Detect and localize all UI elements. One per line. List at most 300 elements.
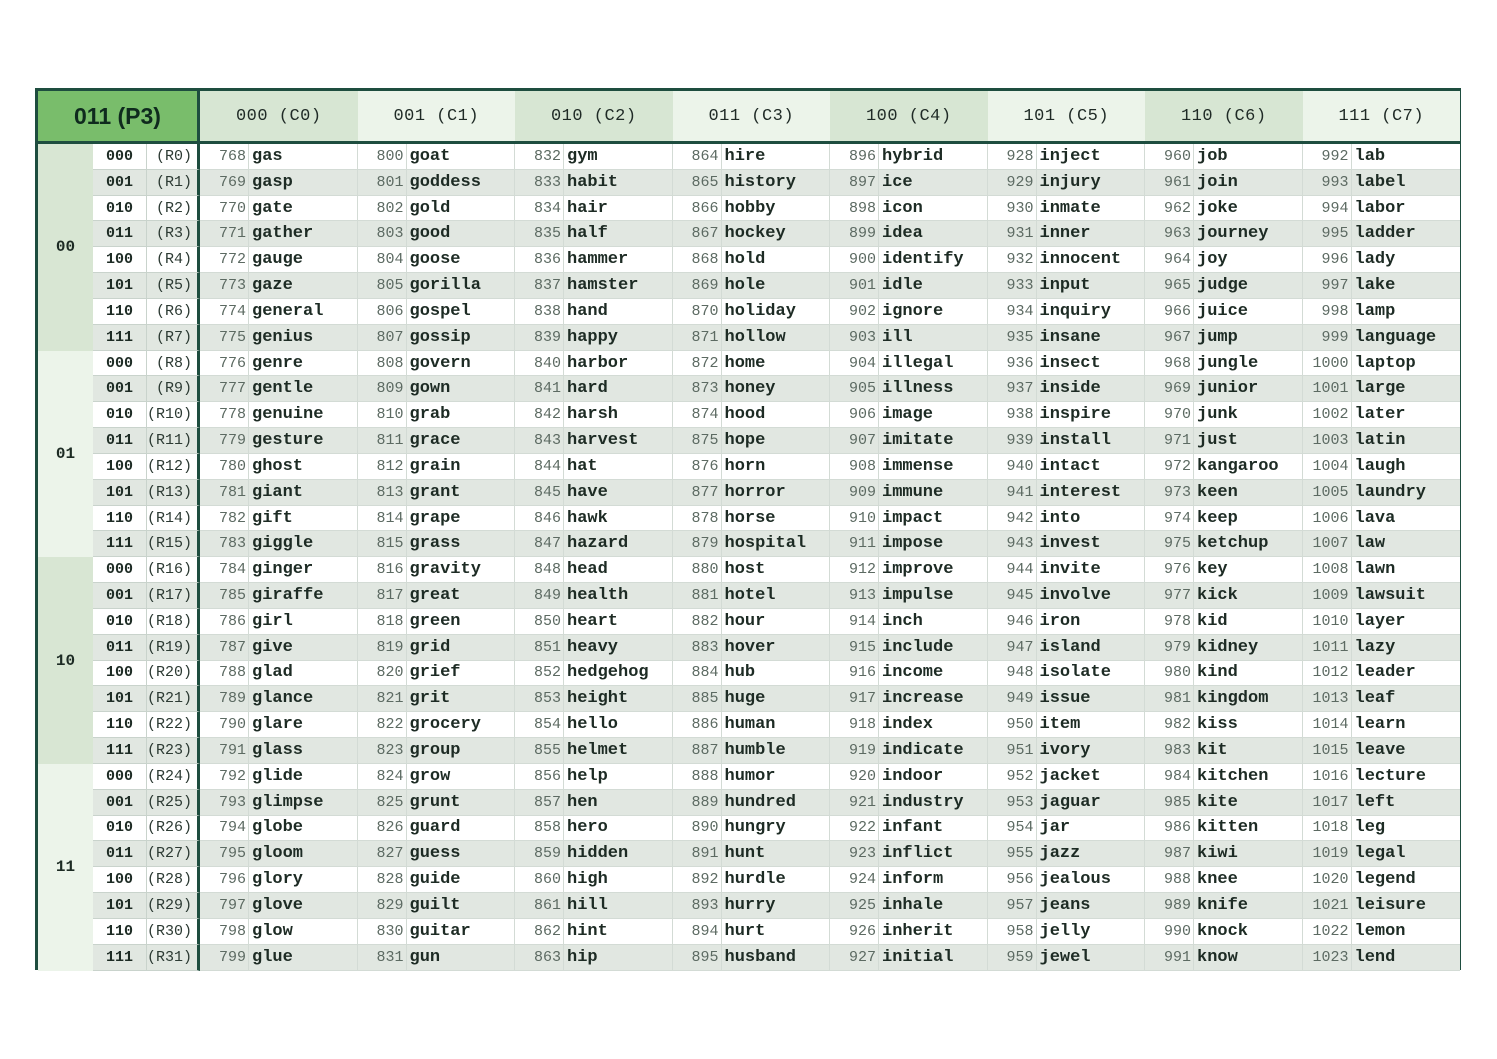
word-text: input bbox=[1039, 276, 1091, 296]
table-cell bbox=[515, 945, 673, 971]
word-text: kite bbox=[1197, 792, 1238, 812]
word-text: glass bbox=[252, 740, 304, 760]
table-cell bbox=[988, 170, 1146, 196]
table-cell bbox=[673, 712, 831, 738]
table-cell bbox=[830, 299, 988, 325]
table-cell bbox=[358, 790, 516, 816]
table-cell bbox=[830, 144, 988, 170]
word-index: 863 bbox=[515, 945, 564, 970]
table-cell bbox=[988, 790, 1146, 816]
table-cell bbox=[1145, 893, 1303, 919]
table-cell bbox=[988, 506, 1146, 532]
word-index: 965 bbox=[1145, 273, 1194, 298]
word-text: kangaroo bbox=[1197, 456, 1279, 476]
table-cell bbox=[1145, 325, 1303, 351]
row-label: (R13) bbox=[147, 480, 200, 506]
word-text: invite bbox=[1039, 560, 1101, 580]
word-text: leave bbox=[1354, 740, 1406, 760]
word-index: 975 bbox=[1145, 531, 1194, 556]
table-cell bbox=[830, 712, 988, 738]
table-cell bbox=[1145, 299, 1303, 325]
table-cell bbox=[1145, 196, 1303, 222]
word-text: holiday bbox=[724, 301, 796, 321]
word-text: hello bbox=[567, 715, 619, 735]
table-cell bbox=[200, 221, 358, 247]
word-index: 999 bbox=[1303, 325, 1352, 350]
word-index: 771 bbox=[200, 221, 249, 246]
table-cell bbox=[1303, 790, 1461, 816]
word-text: glow bbox=[252, 921, 293, 941]
table-cell bbox=[1303, 609, 1461, 635]
word-text: inject bbox=[1039, 146, 1101, 166]
table-cell bbox=[200, 170, 358, 196]
word-text: hamster bbox=[567, 276, 639, 296]
word-index: 867 bbox=[673, 221, 722, 246]
table-cell bbox=[1145, 790, 1303, 816]
table-cell bbox=[1303, 325, 1461, 351]
word-text: ladder bbox=[1354, 224, 1416, 244]
word-text: inch bbox=[882, 611, 923, 631]
row-bits: 110 bbox=[93, 299, 147, 325]
table-cell bbox=[200, 945, 358, 971]
table-cell bbox=[1145, 557, 1303, 583]
table-cell bbox=[673, 790, 831, 816]
word-text: hedgehog bbox=[567, 663, 649, 683]
row-label: (R25) bbox=[147, 790, 200, 816]
word-index: 799 bbox=[200, 945, 249, 970]
table-cell bbox=[515, 867, 673, 893]
table-cell bbox=[515, 635, 673, 661]
table-cell bbox=[988, 351, 1146, 377]
word-text: interest bbox=[1039, 482, 1122, 502]
word-index: 936 bbox=[988, 351, 1037, 376]
word-text: inherit bbox=[882, 921, 954, 941]
word-text: junior bbox=[1197, 379, 1259, 399]
word-index: 895 bbox=[673, 945, 722, 970]
word-index: 1008 bbox=[1303, 557, 1352, 582]
word-index: 926 bbox=[830, 919, 879, 944]
table-cell bbox=[515, 402, 673, 428]
table-cell bbox=[830, 170, 988, 196]
table-cell bbox=[1145, 635, 1303, 661]
word-text: high bbox=[567, 870, 608, 890]
word-text: horn bbox=[724, 456, 766, 476]
word-text: glue bbox=[252, 947, 293, 967]
table-cell bbox=[358, 351, 516, 377]
word-text: glove bbox=[252, 895, 304, 915]
row-label: (R22) bbox=[147, 712, 200, 738]
word-text: hover bbox=[724, 637, 776, 657]
word-index: 972 bbox=[1145, 454, 1194, 479]
word-text: lake bbox=[1354, 276, 1396, 296]
table-cell bbox=[988, 299, 1146, 325]
word-index: 807 bbox=[358, 325, 407, 350]
word-index: 967 bbox=[1145, 325, 1194, 350]
word-index: 885 bbox=[673, 686, 722, 711]
row-label: (R11) bbox=[147, 428, 200, 454]
table-cell bbox=[515, 454, 673, 480]
table-cell bbox=[200, 144, 358, 170]
word-index: 888 bbox=[673, 764, 722, 789]
word-index: 869 bbox=[673, 273, 722, 298]
word-index: 881 bbox=[673, 583, 722, 608]
table-cell bbox=[358, 506, 516, 532]
table-cell bbox=[358, 196, 516, 222]
word-text: gather bbox=[252, 224, 314, 244]
word-index: 891 bbox=[673, 841, 722, 866]
table-cell bbox=[1145, 247, 1303, 273]
table-cell bbox=[358, 738, 516, 764]
word-index: 769 bbox=[200, 170, 249, 195]
word-text: indoor bbox=[882, 766, 944, 786]
row-bits: 101 bbox=[93, 686, 147, 712]
word-index: 814 bbox=[358, 506, 407, 531]
word-index: 1012 bbox=[1303, 661, 1352, 686]
table-cell bbox=[988, 816, 1146, 842]
word-text: kit bbox=[1197, 740, 1228, 760]
word-text: hazard bbox=[567, 534, 629, 554]
table-cell bbox=[515, 144, 673, 170]
word-text: innocent bbox=[1039, 250, 1122, 270]
word-text: heavy bbox=[567, 637, 619, 657]
word-index: 1006 bbox=[1303, 506, 1352, 531]
row-label: (R15) bbox=[147, 531, 200, 557]
word-text: gas bbox=[252, 146, 283, 166]
word-index: 971 bbox=[1145, 428, 1194, 453]
word-index: 955 bbox=[988, 841, 1037, 866]
word-text: jacket bbox=[1039, 766, 1101, 786]
word-text: happy bbox=[567, 327, 619, 347]
table-cell bbox=[1145, 428, 1303, 454]
word-text: labor bbox=[1354, 198, 1406, 218]
word-index: 1003 bbox=[1303, 428, 1352, 453]
word-text: lava bbox=[1354, 508, 1396, 528]
table-cell bbox=[200, 919, 358, 945]
table-cell bbox=[673, 196, 831, 222]
word-index: 874 bbox=[673, 402, 722, 427]
table-cell bbox=[830, 221, 988, 247]
word-index: 859 bbox=[515, 841, 564, 866]
table-cell bbox=[673, 144, 831, 170]
word-index: 868 bbox=[673, 247, 722, 272]
table-cell bbox=[358, 402, 516, 428]
word-text: involve bbox=[1039, 585, 1111, 605]
word-text: glare bbox=[252, 715, 304, 735]
word-text: grow bbox=[409, 766, 451, 786]
row-bits: 001 bbox=[93, 170, 147, 196]
word-text: hidden bbox=[567, 844, 629, 864]
word-text: hub bbox=[724, 663, 756, 683]
word-text: laptop bbox=[1354, 353, 1416, 373]
word-text: lazy bbox=[1354, 637, 1396, 657]
row-label: (R16) bbox=[147, 557, 200, 583]
word-index: 846 bbox=[515, 506, 564, 531]
table-cell bbox=[1145, 376, 1303, 402]
word-text: initial bbox=[882, 947, 954, 967]
word-text: joy bbox=[1197, 250, 1228, 270]
word-index: 829 bbox=[358, 893, 407, 918]
word-text: key bbox=[1197, 560, 1228, 580]
word-text: illness bbox=[882, 379, 954, 399]
table-cell bbox=[988, 686, 1146, 712]
word-text: gorilla bbox=[409, 276, 481, 296]
word-index: 878 bbox=[673, 506, 722, 531]
word-text: lab bbox=[1354, 146, 1386, 166]
table-cell bbox=[200, 635, 358, 661]
word-index: 843 bbox=[515, 428, 564, 453]
word-index: 854 bbox=[515, 712, 564, 737]
table-cell bbox=[830, 816, 988, 842]
table-cell bbox=[1145, 661, 1303, 687]
table-cell bbox=[515, 841, 673, 867]
table-cell bbox=[200, 402, 358, 428]
word-text: infant bbox=[882, 818, 944, 838]
column-header: 110 (C6) bbox=[1145, 91, 1303, 144]
word-index: 802 bbox=[358, 196, 407, 221]
word-index: 857 bbox=[515, 790, 564, 815]
word-index: 942 bbox=[988, 506, 1037, 531]
table-cell bbox=[1303, 531, 1461, 557]
word-index: 850 bbox=[515, 609, 564, 634]
word-index: 1022 bbox=[1303, 919, 1352, 944]
word-text: grit bbox=[409, 689, 451, 709]
table-cell bbox=[988, 428, 1146, 454]
word-index: 930 bbox=[988, 196, 1037, 221]
table-cell bbox=[988, 531, 1146, 557]
word-index: 1018 bbox=[1303, 816, 1352, 841]
word-index: 839 bbox=[515, 325, 564, 350]
table-cell bbox=[673, 738, 831, 764]
word-index: 864 bbox=[673, 144, 722, 169]
word-index: 991 bbox=[1145, 945, 1194, 970]
word-index: 884 bbox=[673, 661, 722, 686]
word-index: 890 bbox=[673, 816, 722, 841]
word-index: 833 bbox=[515, 170, 564, 195]
word-text: harvest bbox=[567, 431, 639, 451]
word-index: 904 bbox=[830, 351, 879, 376]
word-index: 921 bbox=[830, 790, 879, 815]
word-text: gold bbox=[409, 198, 451, 218]
word-index: 992 bbox=[1303, 144, 1352, 169]
table-cell bbox=[673, 531, 831, 557]
word-index: 800 bbox=[358, 144, 407, 169]
table-cell bbox=[673, 376, 831, 402]
word-text: layer bbox=[1354, 611, 1406, 631]
table-cell bbox=[200, 661, 358, 687]
table-cell bbox=[1303, 170, 1461, 196]
word-text: kind bbox=[1197, 663, 1238, 683]
word-index: 1001 bbox=[1303, 376, 1352, 401]
word-index: 956 bbox=[988, 867, 1037, 892]
word-text: impose bbox=[882, 534, 944, 554]
column-header: 011 (C3) bbox=[673, 91, 831, 144]
word-text: genius bbox=[252, 327, 314, 347]
table-cell bbox=[515, 196, 673, 222]
word-text: hospital bbox=[724, 534, 807, 554]
table-cell bbox=[515, 480, 673, 506]
word-text: goddess bbox=[409, 172, 481, 192]
table-cell bbox=[988, 712, 1146, 738]
table-cell bbox=[830, 402, 988, 428]
table-cell bbox=[673, 247, 831, 273]
word-index: 959 bbox=[988, 945, 1037, 970]
table-cell bbox=[200, 738, 358, 764]
table-cell bbox=[988, 738, 1146, 764]
word-index: 998 bbox=[1303, 299, 1352, 324]
word-index: 910 bbox=[830, 506, 879, 531]
word-text: human bbox=[724, 715, 776, 735]
word-text: hundred bbox=[724, 792, 796, 812]
word-index: 789 bbox=[200, 686, 249, 711]
word-index: 953 bbox=[988, 790, 1037, 815]
word-index: 877 bbox=[673, 480, 722, 505]
word-text: learn bbox=[1354, 715, 1406, 735]
word-text: heart bbox=[567, 611, 619, 631]
word-text: lend bbox=[1354, 947, 1396, 967]
table-cell bbox=[515, 738, 673, 764]
word-index: 824 bbox=[358, 764, 407, 789]
word-index: 919 bbox=[830, 738, 879, 763]
word-text: helmet bbox=[567, 740, 629, 760]
word-text: ice bbox=[882, 172, 913, 192]
table-cell bbox=[515, 506, 673, 532]
table-cell bbox=[673, 402, 831, 428]
row-label: (R10) bbox=[147, 402, 200, 428]
word-text: injury bbox=[1039, 172, 1101, 192]
table-cell bbox=[1145, 738, 1303, 764]
table-cell bbox=[830, 557, 988, 583]
word-index: 948 bbox=[988, 661, 1037, 686]
word-text: harbor bbox=[567, 353, 629, 373]
table-cell bbox=[988, 480, 1146, 506]
table-cell bbox=[200, 867, 358, 893]
table-cell bbox=[358, 867, 516, 893]
word-text: kingdom bbox=[1197, 689, 1269, 709]
table-cell bbox=[200, 454, 358, 480]
word-index: 801 bbox=[358, 170, 407, 195]
row-label: (R19) bbox=[147, 635, 200, 661]
word-index: 900 bbox=[830, 247, 879, 272]
word-index: 988 bbox=[1145, 867, 1194, 892]
word-index: 784 bbox=[200, 557, 249, 582]
table-cell bbox=[200, 480, 358, 506]
word-index: 841 bbox=[515, 376, 564, 401]
word-index: 794 bbox=[200, 816, 249, 841]
word-index: 876 bbox=[673, 454, 722, 479]
word-text: hour bbox=[724, 611, 766, 631]
row-label: (R7) bbox=[147, 325, 200, 351]
word-text: inflict bbox=[882, 844, 954, 864]
table-cell bbox=[1145, 945, 1303, 971]
word-index: 782 bbox=[200, 506, 249, 531]
word-index: 966 bbox=[1145, 299, 1194, 324]
column-header: 100 (C4) bbox=[830, 91, 988, 144]
word-text: hill bbox=[567, 895, 608, 915]
word-index: 978 bbox=[1145, 609, 1194, 634]
word-text: giggle bbox=[252, 534, 314, 554]
table-cell bbox=[988, 661, 1146, 687]
table-cell bbox=[830, 506, 988, 532]
word-index: 871 bbox=[673, 325, 722, 350]
table-cell bbox=[830, 428, 988, 454]
word-text: law bbox=[1354, 534, 1386, 554]
table-cell bbox=[358, 686, 516, 712]
word-text: hybrid bbox=[882, 146, 944, 166]
table-cell bbox=[673, 480, 831, 506]
word-index: 774 bbox=[200, 299, 249, 324]
word-index: 987 bbox=[1145, 841, 1194, 866]
row-group-label: 11 bbox=[38, 764, 93, 971]
table-cell bbox=[1303, 144, 1461, 170]
word-index: 836 bbox=[515, 247, 564, 272]
word-text: legend bbox=[1354, 870, 1416, 890]
word-index: 945 bbox=[988, 583, 1037, 608]
word-text: inquiry bbox=[1039, 301, 1111, 321]
word-text: inform bbox=[882, 870, 944, 890]
word-text: good bbox=[409, 224, 451, 244]
table-cell bbox=[358, 661, 516, 687]
word-text: indicate bbox=[882, 740, 964, 760]
table-cell bbox=[200, 557, 358, 583]
word-text: gaze bbox=[252, 276, 293, 296]
word-text: journey bbox=[1197, 224, 1269, 244]
row-label: (R24) bbox=[147, 764, 200, 790]
word-index: 851 bbox=[515, 635, 564, 660]
word-text: insect bbox=[1039, 353, 1101, 373]
table-cell bbox=[988, 867, 1146, 893]
table-cell bbox=[1145, 712, 1303, 738]
row-label: (R8) bbox=[147, 351, 200, 377]
word-index: 958 bbox=[988, 919, 1037, 944]
row-bits: 101 bbox=[93, 480, 147, 506]
word-index: 916 bbox=[830, 661, 879, 686]
row-bits: 111 bbox=[93, 945, 147, 971]
word-text: grab bbox=[409, 405, 451, 425]
word-index: 973 bbox=[1145, 480, 1194, 505]
word-text: ill bbox=[882, 327, 913, 347]
word-index: 787 bbox=[200, 635, 249, 660]
word-index: 778 bbox=[200, 402, 249, 427]
word-text: impulse bbox=[882, 585, 954, 605]
word-text: issue bbox=[1039, 689, 1091, 709]
word-index: 797 bbox=[200, 893, 249, 918]
word-index: 909 bbox=[830, 480, 879, 505]
table-cell bbox=[1145, 144, 1303, 170]
word-text: guide bbox=[409, 870, 461, 890]
table-cell bbox=[1303, 454, 1461, 480]
table-cell bbox=[358, 299, 516, 325]
word-text: horror bbox=[724, 482, 786, 502]
word-text: half bbox=[567, 224, 608, 244]
word-text: gasp bbox=[252, 172, 293, 192]
word-text: kiss bbox=[1197, 715, 1238, 735]
word-index: 768 bbox=[200, 144, 249, 169]
word-text: great bbox=[409, 585, 461, 605]
table-cell bbox=[200, 609, 358, 635]
row-bits: 111 bbox=[93, 738, 147, 764]
word-text: grief bbox=[409, 663, 461, 683]
word-text: improve bbox=[882, 560, 954, 580]
table-cell bbox=[358, 170, 516, 196]
word-index: 976 bbox=[1145, 557, 1194, 582]
table-cell bbox=[515, 790, 673, 816]
table-cell bbox=[673, 945, 831, 971]
table-cell bbox=[830, 480, 988, 506]
table-cell bbox=[830, 196, 988, 222]
word-index: 929 bbox=[988, 170, 1037, 195]
table-cell bbox=[1145, 764, 1303, 790]
table-cell bbox=[1303, 247, 1461, 273]
